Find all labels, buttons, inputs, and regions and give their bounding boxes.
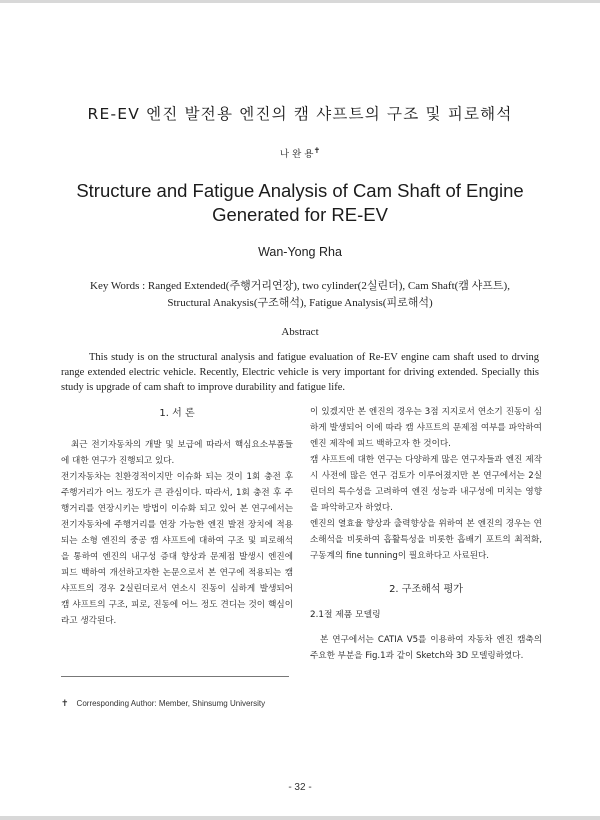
right-paragraph4: 본 연구에서는 CATIA V5를 이용하여 자동차 엔진 캠축의 주요한 부분을 Fig.1과 같이 Sketch와 3D 모델링하였다. <box>310 635 542 661</box>
abstract-body <box>61 350 539 396</box>
english-author: Wan-Yong Rha <box>258 245 342 259</box>
english-title-line2: Generated for RE-EV <box>212 204 388 225</box>
section1-paragraph1: 최근 전기자동차의 개발 및 보급에 따라서 핵심요소부품들에 대한 연구가 진행되고 있다. <box>61 440 293 466</box>
right-column <box>310 404 542 664</box>
footnote-mark: ✝ <box>61 698 69 708</box>
section1-paragraph2: 전기자동차는 친환경적이지만 이슈화 되는 것이 1회 충전 후 주행거리가 어느 정도가 큰 관심이다. 따라서, 1회 충전 후 주행거리를 연장시키는 방법이 이슈화 되고 있어 본 연구에서는 전기자동차에 주행거리를 연장 가능한 엔진 발전 장치에 적용되는 소형 엔진의 중공 캠 샤프트에 대하여 구조 및 피로해석을 통하여 엔진의 내구성 증대 향상과 문제점 발생시 엔진에 피드 백하여 개선하고자한 논문으로서 본 연구에 적용되는 캠 샤프트의 경우 2실린더로서 연소시 진동이 심하게 발생되어 캠 샤프트의 구조, 피로, 진동에 어느 정도 견디는 것이 핵심이라고 생각된다. <box>61 472 293 626</box>
page-number: - 32 - <box>288 782 312 793</box>
section1-heading: 1. 서 론 <box>159 408 195 419</box>
right-paragraph3: 엔진의 열효율 향상과 출력향상을 위하여 본 엔진의 경우는 연소해석을 비롯하여 흡활특성을 비롯한 흡배기 포트의 최적화, 구동계의 fine tunning이 필요하다고 사료된다. <box>310 519 542 561</box>
page-bottom-border <box>0 816 600 820</box>
keywords <box>70 278 530 312</box>
subsection-heading: 2.1절 제품 모델링 <box>310 610 381 620</box>
footnote-rule <box>61 676 289 677</box>
right-paragraph1: 이 있겠지만 본 엔진의 경우는 3점 지지로서 연소기 진동이 심하게 발생되어 이에 따라 캠 샤프트의 문제점 여부를 파악하여 엔진 제작에 피드 백하고자 한 것이다. <box>310 407 542 449</box>
right-paragraph2: 캠 샤프트에 대한 연구는 다양하게 많은 연구자들과 엔진 제작시 사전에 많은 연구 검토가 이루어졌지만 본 연구에서는 2실린더의 특수성을 고려하여 엔진 성능과 내구성에 미치는 영향을 파악하고자 하였다. <box>310 455 542 513</box>
footnote-text: Corresponding Author: Member, Shinsumg University <box>76 699 266 708</box>
korean-author-name: 나 완 용 <box>279 149 314 161</box>
abstract-heading: Abstract <box>281 326 319 338</box>
page-top-border <box>0 0 600 3</box>
english-title-line1: Structure and Fatigue Analysis of Cam Shaft of Engine <box>76 180 524 201</box>
footnote <box>61 698 301 709</box>
abstract-text: This study is on the structural analysis and fatigue evaluation of Re-EV engine cam shaft used to drving range extended electric vehicle. Recently, Electric vehicle is very important for driving extended. Specially this study is upgrade of cam shaft to improve durability and fatigue life. <box>61 352 539 394</box>
keywords-line2: Structural Anakysis(구조해석), Fatigue Analysis(피로해석) <box>167 297 433 309</box>
author-mark: ✝ <box>313 146 321 155</box>
english-title <box>60 179 540 227</box>
korean-author <box>0 146 600 160</box>
keywords-line1: Key Words : Ranged Extended(주행거리연장), two cylinder(2실린더), Cam Shaft(캠 샤프트), <box>90 280 510 292</box>
korean-title: RE-EV 엔진 발전용 엔진의 캠 샤프트의 구조 및 피로해석 <box>87 105 513 123</box>
left-column <box>61 404 293 629</box>
section2-heading: 2. 구조해석 평가 <box>389 584 463 595</box>
